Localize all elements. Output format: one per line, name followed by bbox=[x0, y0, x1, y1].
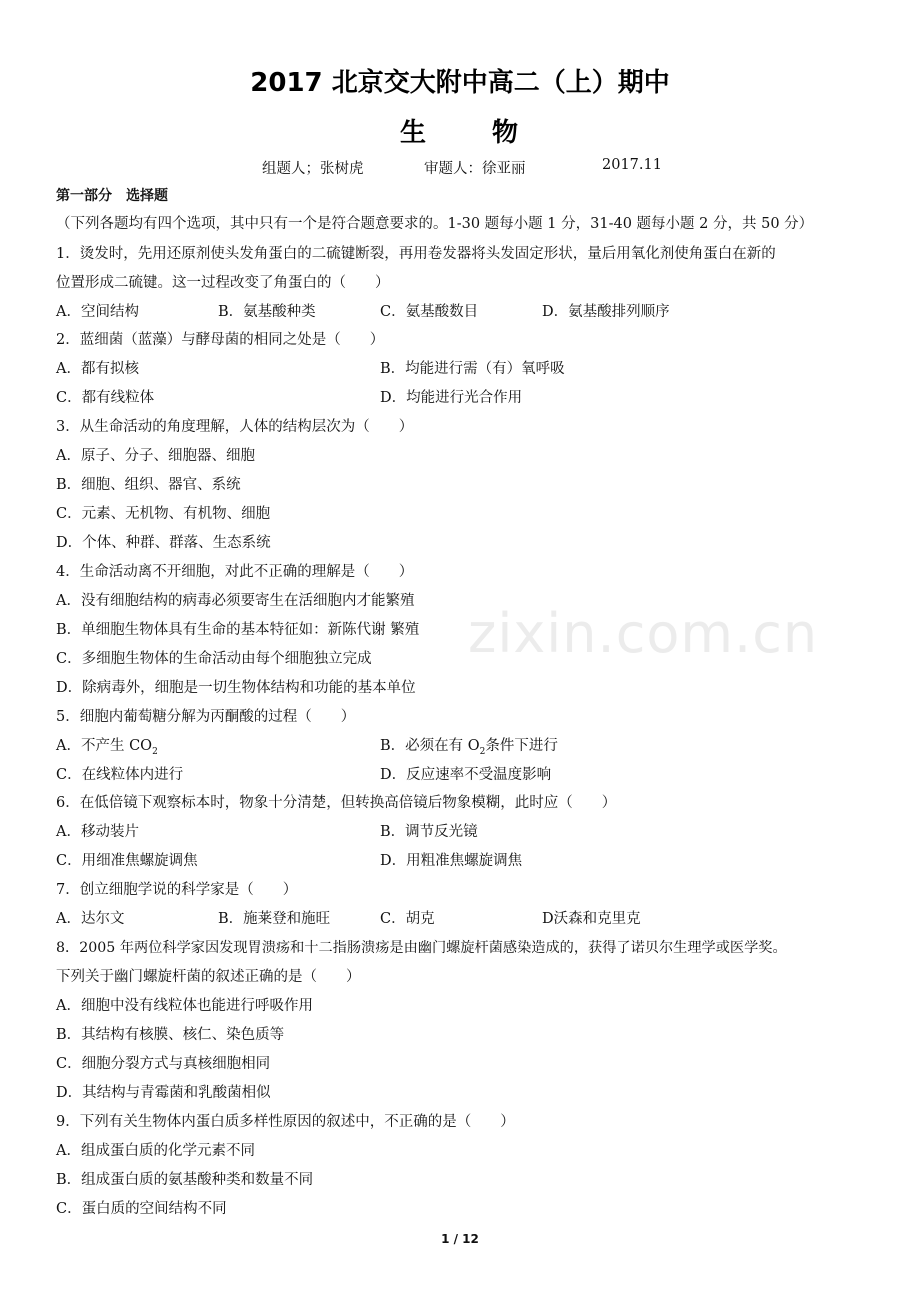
subject-char-1: 生 bbox=[399, 118, 428, 148]
q3-option-a: A．原子、分子、细胞器、细胞 bbox=[56, 448, 255, 464]
q8-option-a: A．细胞中没有线粒体也能进行呼吸作用 bbox=[56, 998, 313, 1014]
q5-option-c: C．在线粒体内进行 bbox=[56, 767, 184, 783]
q9-option-b: B．组成蛋白质的氨基酸种类和数量不同 bbox=[56, 1172, 314, 1188]
q7-option-c: C．胡克 bbox=[380, 911, 435, 927]
q9-stem: 9．下列有关生物体内蛋白质多样性原因的叙述中，不正确的是（ ） bbox=[56, 1114, 515, 1130]
q3-option-c: C．元素、无机物、有机物、细胞 bbox=[56, 506, 271, 522]
reviewer-label: 审题人：徐亚丽 bbox=[424, 161, 526, 177]
date-label: 2017.11 bbox=[602, 157, 662, 173]
q2-option-b: B．均能进行需（有）氧呼吸 bbox=[380, 361, 565, 377]
q8-option-b: B．其结构有核膜、核仁、染色质等 bbox=[56, 1027, 285, 1043]
q6-option-d: D．用粗准焦螺旋调焦 bbox=[380, 853, 523, 869]
section-instructions: （下列各题均有四个选项，其中只有一个是符合题意要求的。1-30 题每小题 1 分，31-40 题每小题 2 分，共 50 分） bbox=[56, 216, 814, 232]
q1-option-a: A．空间结构 bbox=[56, 304, 139, 320]
q2-option-d: D．均能进行光合作用 bbox=[380, 390, 523, 406]
q2-option-a: A．都有拟核 bbox=[56, 361, 139, 377]
q5-option-d: D．反应速率不受温度影响 bbox=[380, 767, 552, 783]
q1-option-d: D．氨基酸排列顺序 bbox=[542, 304, 670, 320]
q9-option-c: C．蛋白质的空间结构不同 bbox=[56, 1201, 227, 1217]
q7-option-a: A．达尔文 bbox=[56, 911, 125, 927]
q2-stem: 2．蓝细菌（蓝藻）与酵母菌的相同之处是（ ） bbox=[56, 332, 385, 348]
page-title: 2017 北京交大附中高二（上）期中 bbox=[250, 68, 670, 98]
q8-stem-line1: 8．2005 年两位科学家因发现胃溃疡和十二指肠溃疡是由幽门螺旋杆菌感染造成的，获得了诺贝尔生理学或医学奖。 bbox=[56, 940, 787, 956]
q4-option-d: D．除病毒外，细胞是一切生物体结构和功能的基本单位 bbox=[56, 680, 416, 696]
q8-stem-line2: 下列关于幽门螺旋杆菌的叙述正确的是（ ） bbox=[56, 969, 361, 985]
q4-option-b: B．单细胞生物体具有生命的基本特征如：新陈代谢 繁殖 bbox=[56, 622, 420, 638]
q6-option-c: C．用细准焦螺旋调焦 bbox=[56, 853, 198, 869]
watermark: zixin.com.cn bbox=[468, 602, 819, 665]
q3-option-d: D．个体、种群、群落、生态系统 bbox=[56, 535, 271, 551]
q7-option-d: D沃森和克里克 bbox=[542, 911, 641, 927]
subject-char-2: 物 bbox=[492, 118, 521, 148]
subject-title bbox=[0, 112, 920, 149]
q2-option-c: C．都有线粒体 bbox=[56, 390, 155, 406]
q7-option-b: B．施莱登和施旺 bbox=[218, 911, 331, 927]
section-heading: 第一部分 选择题 bbox=[56, 188, 168, 204]
q8-option-c: C．细胞分裂方式与真核细胞相同 bbox=[56, 1056, 271, 1072]
q8-option-d: D．其结构与青霉菌和乳酸菌相似 bbox=[56, 1085, 271, 1101]
q5-stem: 5．细胞内葡萄糖分解为丙酮酸的过程（ ） bbox=[56, 709, 356, 725]
q1-option-c: C．氨基酸数目 bbox=[380, 304, 479, 320]
q3-stem: 3．从生命活动的角度理解，人体的结构层次为（ ） bbox=[56, 419, 414, 435]
q4-option-c: C．多细胞生物体的生命活动由每个细胞独立完成 bbox=[56, 651, 372, 667]
q7-stem: 7．创立细胞学说的科学家是（ ） bbox=[56, 882, 298, 898]
q1-stem-line1: 1．烫发时，先用还原剂使头发角蛋白的二硫键断裂，再用卷发器将头发固定形状，量后用氧化剂使角蛋白在新的 bbox=[56, 246, 776, 262]
q4-option-a: A．没有细胞结构的病毒必须要寄生在活细胞内才能繁殖 bbox=[56, 593, 415, 609]
q6-stem: 6．在低倍镜下观察标本时，物象十分清楚，但转换高倍镜后物象模糊，此时应（ ） bbox=[56, 795, 617, 811]
q1-option-b: B．氨基酸种类 bbox=[218, 304, 316, 320]
q5-option-b: B．必须在有 $O_2$条件下进行 bbox=[380, 738, 558, 757]
page-number: 1 / 12 bbox=[441, 1232, 479, 1246]
q9-option-a: A．组成蛋白质的化学元素不同 bbox=[56, 1143, 255, 1159]
q4-stem: 4．生命活动离不开细胞，对此不正确的理解是（ ） bbox=[56, 564, 414, 580]
q3-option-b: B．细胞、组织、器官、系统 bbox=[56, 477, 241, 493]
q6-option-b: B．调节反光镜 bbox=[380, 824, 478, 840]
q6-option-a: A．移动装片 bbox=[56, 824, 139, 840]
author-label: 组题人；张树虎 bbox=[262, 161, 364, 177]
q1-stem-line2: 位置形成二硫键。这一过程改变了角蛋白的（ ） bbox=[56, 275, 390, 291]
q5-option-a: A．不产生 $CO_2$ bbox=[56, 738, 158, 757]
